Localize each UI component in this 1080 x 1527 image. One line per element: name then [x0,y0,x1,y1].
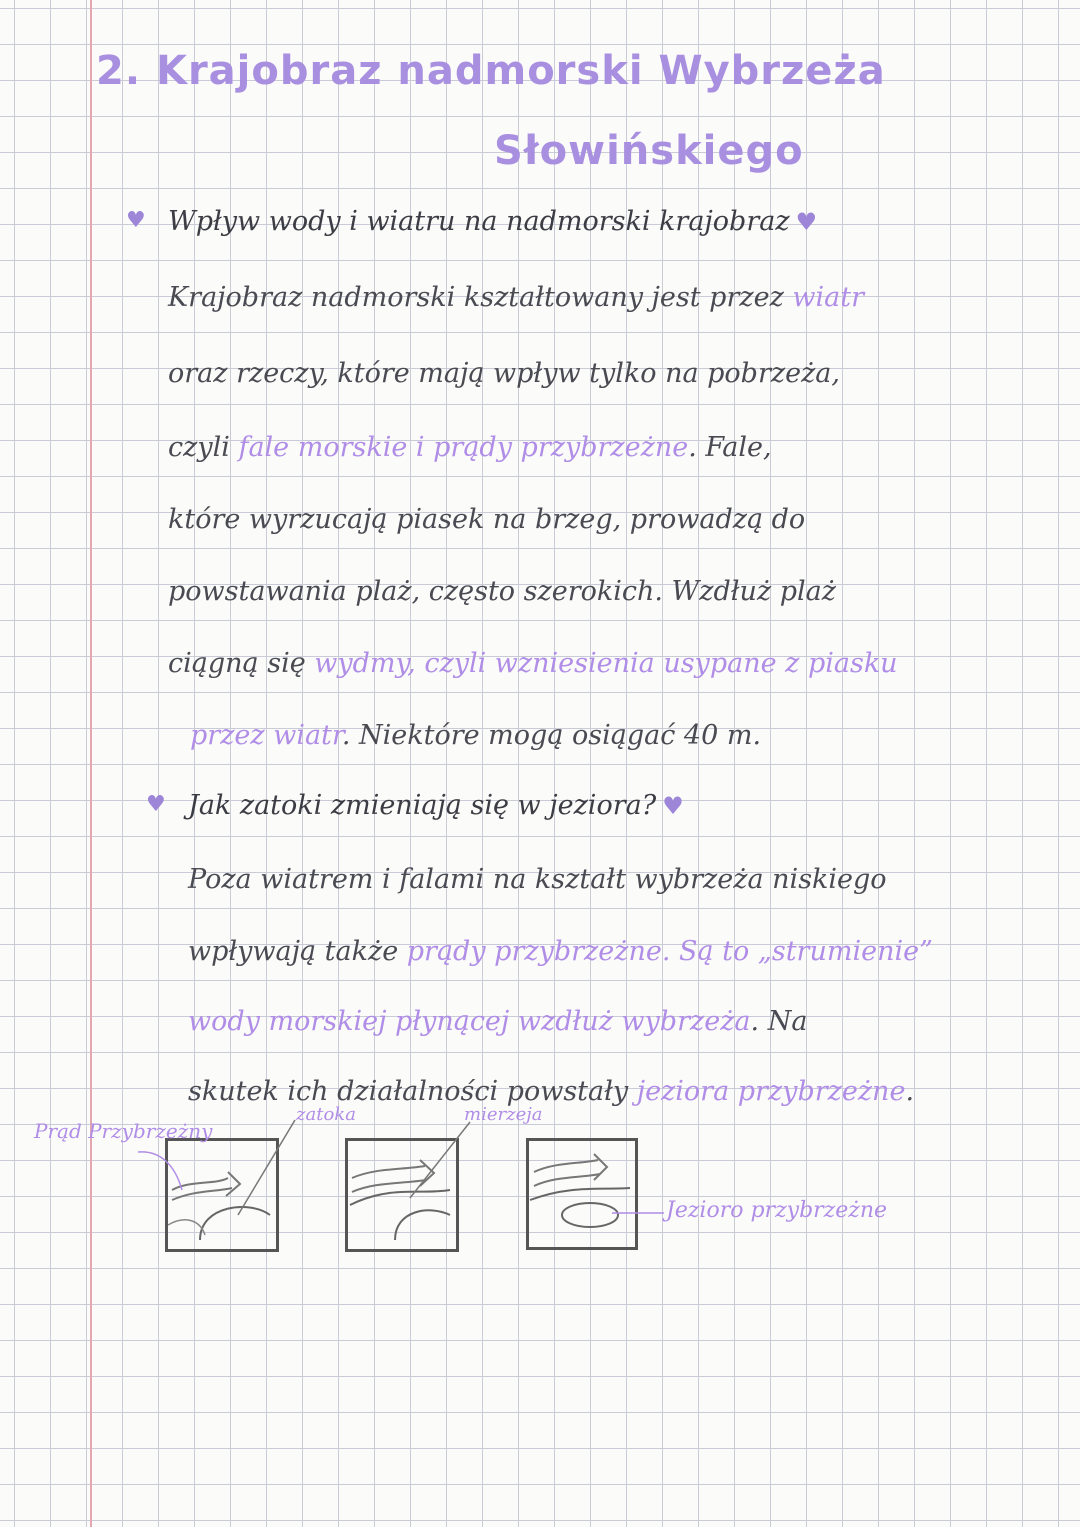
text-segment: . Na [750,1006,808,1037]
page-title: 2. Krajobraz nadmorski Wybrzeża [96,48,886,94]
highlight-term: prądy przybrzeżne. Są to „strumienie” [406,936,933,967]
section-heading-text: Jak zatoki zmieniają się w jeziora? [188,790,657,821]
text-segment: . [905,1076,915,1107]
heart-icon: ♥ [126,208,146,233]
heart-icon: ♥ [662,792,684,820]
text-segment: wpływają także [188,936,407,967]
heart-icon: ♥ [146,792,166,817]
text-segment: . Niektóre mogą osiągać 40 m. [341,720,762,751]
label-lake: Jezioro przybrzeżne [666,1198,888,1223]
label-spit: mierzeja [464,1104,543,1125]
label-bay: zatoka [296,1104,356,1125]
text-segment: Poza wiatrem i falami na kształt wybrzeża niskiego [188,864,887,895]
text-segment: skutek ich działalności powstały [188,1076,637,1107]
highlight-term: jeziora przybrzeżne [636,1076,906,1107]
heart-icon: ♥ [795,208,818,236]
text-segment: które wyrzucają piasek na brzeg, prowadzą do [168,504,806,535]
section-heading-text: Wpływ wody i wiatru na nadmorski krajobraz [168,206,790,237]
text-segment: ciągną się [168,648,315,679]
highlight-term: wiatr [792,282,864,313]
text-segment: Krajobraz nadmorski kształtowany jest przez [168,282,793,313]
highlight-term: wody morskiej płynącej wzdłuż wybrzeża [188,1006,751,1037]
highlight-term: przez wiatr [190,720,342,751]
text-segment: oraz rzeczy, które mają wpływ tylko na pobrzeża, [168,358,840,389]
text-segment: czyli [168,432,239,463]
text-segment: . Fale, [688,432,772,463]
highlight-term: fale morskie i prądy przybrzeżne [238,432,689,463]
page-title-continued: Słowińskiego [494,128,804,174]
label-current: Prąd Przybrzeżny [34,1119,213,1143]
text-segment: powstawania plaż, często szerokich. Wzdłuż plaż [168,576,836,607]
highlight-term: wydmy, czyli wzniesienia usypane z piasku [314,648,898,679]
